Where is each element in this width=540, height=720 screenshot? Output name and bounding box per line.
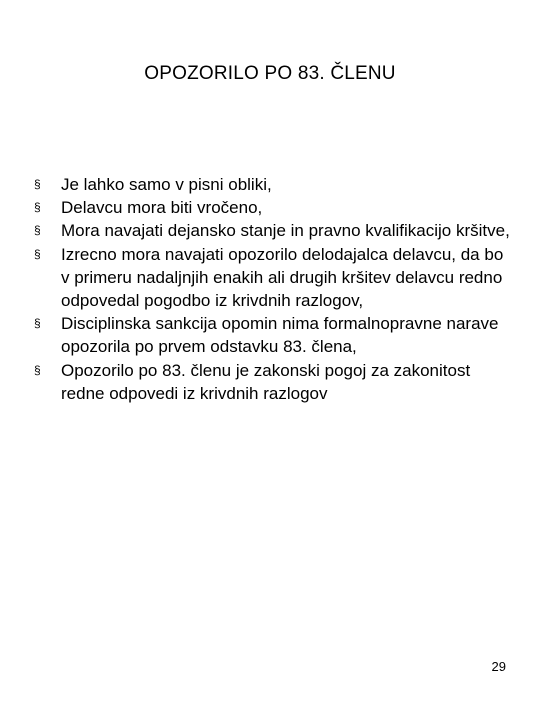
- bullet-item: [34, 219, 514, 242]
- bullet-item: [34, 173, 514, 196]
- bullet-item: [34, 196, 514, 219]
- page-number: 29: [491, 659, 506, 674]
- bullet-marker: §: [34, 177, 41, 191]
- bullet-text: Opozorilo po 83. členu je zakonski pogoj za zakonitost redne odpovedi iz krivdnih razlogov: [61, 360, 471, 403]
- bullet-marker: §: [34, 316, 41, 331]
- bullet-text: Izrecno mora navajati opozorilo delodajalca delavcu, da bo v primeru nadaljnjih enakih ali drugih kršitev delavcu redno odpovedal pogodbo iz krivdnih razlogov,: [61, 244, 504, 311]
- bullet-marker: §: [34, 223, 41, 238]
- bullet-item: [34, 312, 514, 358]
- bullet-item: [34, 359, 514, 405]
- bullet-item: [34, 243, 514, 313]
- bullet-marker: §: [34, 362, 41, 377]
- bullet-text: Delavcu mora biti vročeno,: [61, 198, 263, 218]
- bullet-text: Je lahko samo v pisni obliki,: [61, 175, 272, 194]
- bullet-text: Mora navajati dejansko stanje in pravno kvalifikacijo kršitve,: [61, 221, 510, 241]
- bullet-marker: §: [34, 200, 41, 215]
- slide-title: OPOZORILO PO 83. ČLENU: [144, 63, 396, 84]
- bullet-text: Disciplinska sankcija opomin nima formalnopravne narave opozorila po prvem odstavku 83. člena,: [61, 314, 499, 357]
- bullet-list: [34, 173, 514, 405]
- bullet-marker: §: [34, 246, 41, 261]
